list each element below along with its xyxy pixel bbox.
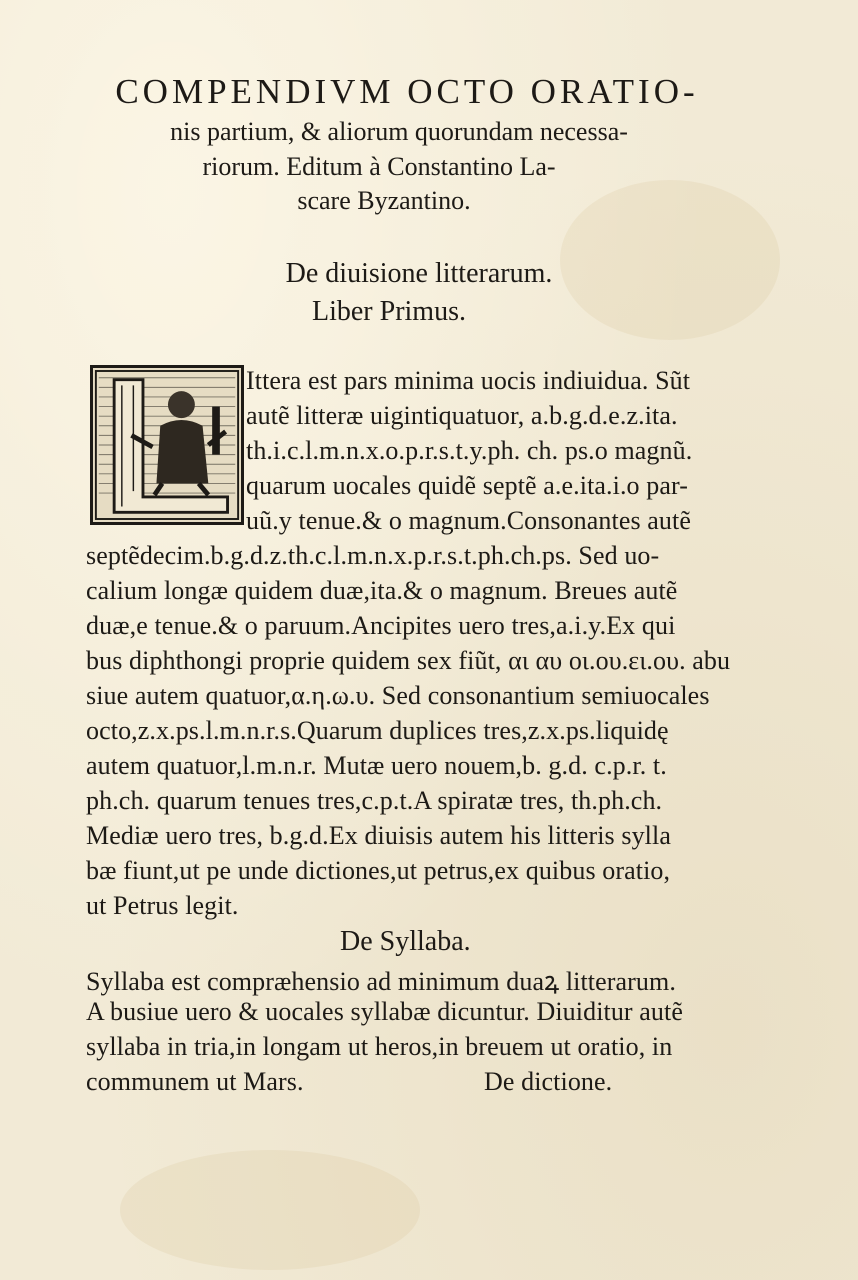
body-line-4: quarum uocales quidẽ septẽ a.e.ita.i.o par- <box>246 471 688 500</box>
syllaba-line-3: syllaba in tria,in longam ut heros,in breuem ut oratio, in <box>86 1032 673 1061</box>
body-line-7: calium longæ quidem duæ,ita.& o magnum. Breues autẽ <box>86 576 678 605</box>
subhead-de-dictione: De dictione. <box>484 1067 613 1096</box>
title-line-1: COMPENDIVM OCTO ORATIO- <box>115 72 699 111</box>
subhead-de-syllaba: De Syllaba. <box>340 926 471 957</box>
syllaba-line-1: Syllaba est compræhensio ad minimum duaꝝ litterarum. <box>86 967 676 996</box>
body-line-12: autem quatuor,l.m.n.r. Mutæ uero nouem,b. g.d. c.p.r. t. <box>86 751 667 780</box>
section-title-line-1: De diuisione litterarum. <box>285 258 553 289</box>
body-line-6: septẽdecim.b.g.d.z.th.c.l.m.n.x.p.r.s.t.ph.ch.ps. Sed uo- <box>86 541 660 570</box>
body-line-3: th.i.c.l.m.n.x.o.p.r.s.t.y.ph. ch. ps.o magnũ. <box>246 436 693 465</box>
title-line-2: nis partium, & aliorum quorundam necessa- <box>170 117 628 146</box>
body-line-1: Ittera est pars minima uocis indiuidua. Sũt <box>246 366 691 395</box>
body-line-11: octo,z.x.ps.l.m.n.r.s.Quarum duplices tres,z.x.ps.liquidę <box>86 716 669 745</box>
body-line-14: Mediæ uero tres, b.g.d.Ex diuisis autem his litteris sylla <box>86 821 671 850</box>
title-line-3: riorum. Editum à Constantino La- <box>202 152 556 181</box>
section-title-line-2: Liber Primus. <box>312 296 466 327</box>
title-line-4: scare Byzantino. <box>297 186 471 215</box>
woodcut-initial-icon <box>93 368 241 522</box>
body-line-2: autẽ litteræ uigintiquatuor, a.b.g.d.e.z.ita. <box>246 401 678 430</box>
body-line-15: bæ fiunt,ut pe unde dictiones,ut petrus,ex quibus oratio, <box>86 856 671 885</box>
body-line-10: siue autem quatuor,α.η.ω.υ. Sed consonantium semiuocales <box>86 681 710 710</box>
body-line-9: bus diphthongi proprie quidem sex fiũt, αι αυ οι.ου.ει.ου. abu <box>86 646 731 675</box>
woodcut-initial-l <box>90 365 244 525</box>
body-line-8: duæ,e tenue.& o paruum.Ancipites uero tres,a.i.y.Ex qui <box>86 611 676 640</box>
syllaba-line-4: communem ut Mars. <box>86 1067 304 1096</box>
syllaba-line-2: A busiue uero & uocales syllabæ dicuntur. Diuiditur autẽ <box>86 997 683 1026</box>
body-line-13: ph.ch. quarum tenues tres,c.p.t.A spiratæ tres, th.ph.ch. <box>86 786 663 815</box>
body-line-16: ut Petrus legit. <box>86 891 239 920</box>
body-line-5: uũ.y tenue.& o magnum.Consonantes autẽ <box>246 506 691 535</box>
